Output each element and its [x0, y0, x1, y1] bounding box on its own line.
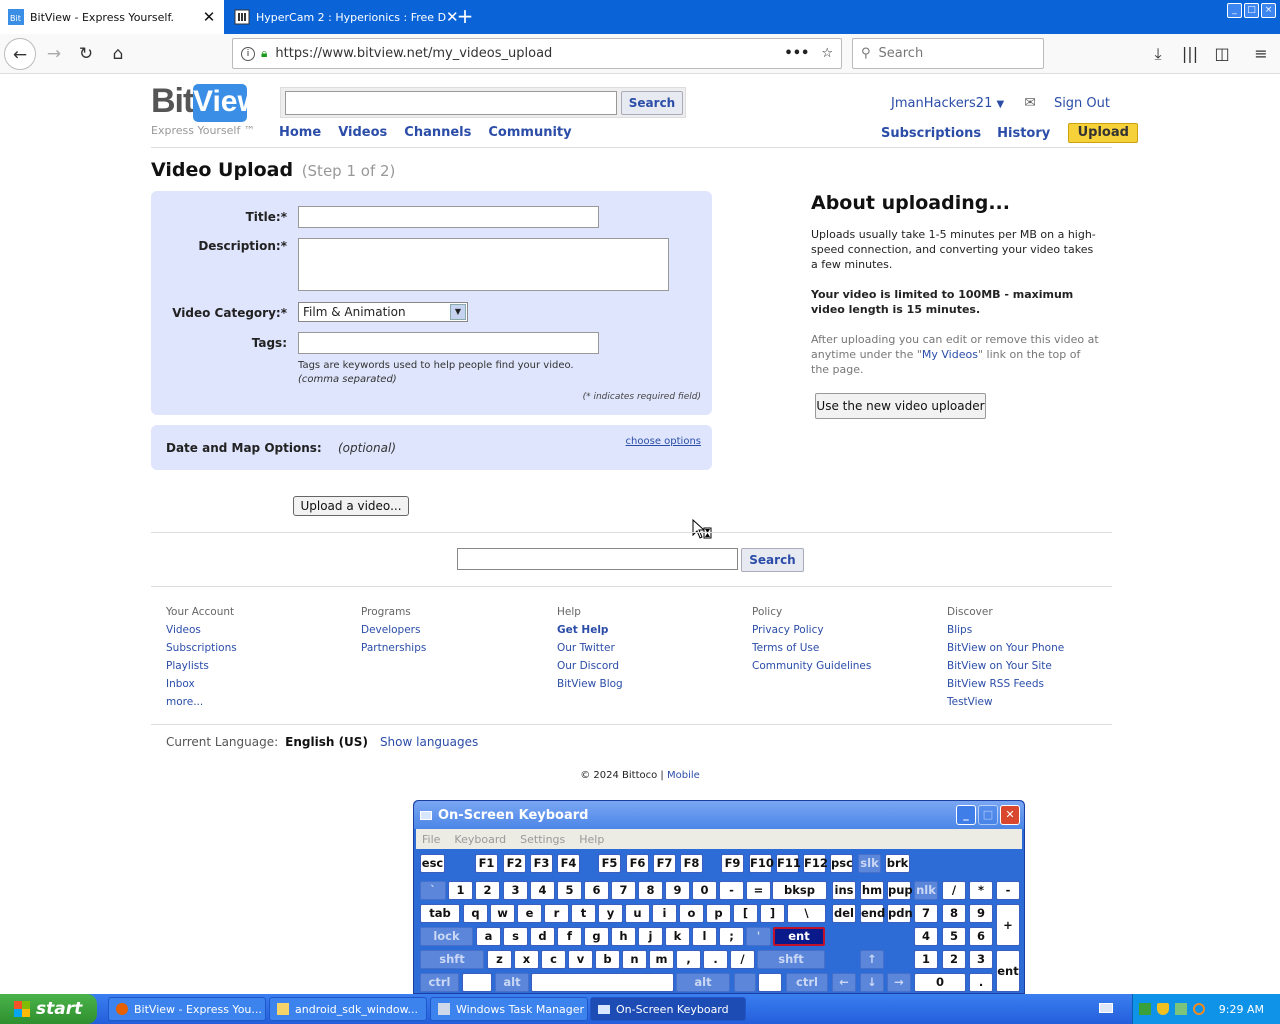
about-text-3-pre: After uploading you can edit or remove this video at anytime under the "	[811, 333, 1099, 361]
osk-key[interactable]: k	[665, 927, 690, 946]
tab-close-icon[interactable]: ✕	[202, 8, 216, 26]
footer-link[interactable]: Community Guidelines	[752, 660, 872, 672]
footer-link[interactable]: Our Twitter	[557, 642, 615, 654]
footer-link[interactable]: Privacy Policy	[752, 624, 824, 636]
on-screen-keyboard-window	[413, 800, 1025, 994]
about-text-2: Your video is limited to 100MB - maximum video length is 15 minutes.	[811, 288, 1074, 316]
title-field[interactable]	[298, 206, 599, 228]
tab-hypercam[interactable]	[226, 0, 459, 34]
hypercam-favicon-icon	[234, 9, 250, 25]
sidebar-icon[interactable]: ◫	[1214, 44, 1230, 63]
taskbar-item-task-manager[interactable]	[430, 997, 588, 1021]
osk-key[interactable]: ↑	[860, 950, 884, 969]
osk-key[interactable]: +	[996, 904, 1020, 946]
footer-link[interactable]: more...	[166, 696, 204, 708]
show-languages-link[interactable]: Show languages	[379, 735, 479, 749]
firefox-icon	[116, 1003, 128, 1015]
nav-community[interactable]: Community	[488, 125, 572, 140]
osk-key[interactable]: w	[490, 904, 515, 923]
tags-help-note: (comma separated)	[298, 374, 397, 385]
osk-key[interactable]: tab	[420, 904, 460, 923]
osk-key[interactable]	[734, 973, 756, 992]
osk-key[interactable]: j	[638, 927, 663, 946]
osk-menu-settings[interactable]: Settings	[520, 832, 566, 846]
category-value: Film & Animation	[303, 305, 406, 319]
about-text-3-post: " link on the top of the page.	[811, 348, 1081, 376]
bottom-search-button[interactable]: Search	[741, 548, 804, 572]
page-title	[151, 159, 395, 181]
site-search-button[interactable]: Search	[621, 91, 683, 115]
footer-link[interactable]: Terms of Use	[752, 642, 820, 654]
forward-icon[interactable]: →	[46, 44, 62, 64]
osk-key[interactable]: d	[530, 927, 555, 946]
footer-link[interactable]: Our Discord	[557, 660, 620, 672]
bottom-search-input[interactable]	[457, 548, 738, 570]
osk-key[interactable]: F11	[776, 854, 799, 873]
osk-key[interactable]: g	[584, 927, 609, 946]
search-placeholder: Search	[878, 46, 924, 61]
osk-key[interactable]	[758, 973, 782, 992]
site-search-input[interactable]	[285, 91, 617, 115]
osk-key[interactable]: 7	[611, 881, 636, 900]
footer-heading: Your Account	[166, 606, 235, 618]
chevron-down-icon: ▼	[996, 98, 1005, 110]
logo-view: View	[193, 84, 247, 122]
osk-key[interactable]: del	[832, 904, 856, 923]
osk-key[interactable]: ;	[719, 927, 744, 946]
page-actions-icon[interactable]: •••	[784, 46, 810, 61]
osk-key[interactable]: 0	[692, 881, 717, 900]
osk-key[interactable]: ]	[760, 904, 785, 923]
footer-col-programs	[361, 603, 426, 657]
url-bar[interactable]	[232, 38, 842, 69]
download-icon[interactable]: ⤓	[1154, 44, 1162, 63]
osk-key[interactable]: p	[706, 904, 731, 923]
language-label: Current Language:	[166, 735, 279, 749]
main-nav	[279, 125, 572, 140]
footer-link[interactable]: Inbox	[166, 678, 195, 690]
copyright	[0, 770, 1280, 781]
nav-home[interactable]: Home	[279, 125, 322, 140]
osk-key[interactable]: ←	[832, 973, 856, 992]
about-text-3	[811, 332, 1101, 377]
footer-link[interactable]: TestView	[947, 696, 993, 708]
library-icon[interactable]: |||	[1181, 44, 1199, 63]
footer-link[interactable]: Subscriptions	[166, 642, 237, 654]
osk-key[interactable]: lock	[420, 927, 473, 946]
osk-key[interactable]: shft	[757, 950, 825, 969]
date-map-options	[151, 425, 712, 470]
osk-key[interactable]: 9	[969, 904, 993, 923]
osk-key[interactable]: i	[652, 904, 677, 923]
osk-key[interactable]: 9	[665, 881, 690, 900]
osk-key[interactable]: 1	[914, 950, 938, 969]
taskbar-item-osk[interactable]	[590, 997, 746, 1021]
osk-key[interactable]: end	[860, 904, 884, 923]
folder-icon	[277, 1003, 289, 1015]
osk-key[interactable]: ins	[832, 881, 856, 900]
date-map-label: Date and Map Options:	[166, 441, 322, 455]
osk-key[interactable]: F6	[626, 854, 649, 873]
my-videos-link[interactable]: My Videos	[921, 348, 978, 361]
tab-close-icon[interactable]: ✕	[446, 8, 459, 26]
osk-menu-file[interactable]: File	[422, 832, 441, 846]
taskbar-item-bitview[interactable]	[108, 997, 266, 1021]
divider	[151, 147, 1112, 148]
osk-key[interactable]: F5	[598, 854, 621, 873]
footer-link[interactable]: BitView on Your Site	[947, 660, 1052, 672]
osk-key[interactable]: [	[733, 904, 758, 923]
osk-key[interactable]: F4	[557, 854, 580, 873]
step-indicator: (Step 1 of 2)	[301, 162, 396, 180]
footer-heading: Programs	[361, 606, 411, 618]
sign-out-link[interactable]: Sign Out	[1053, 95, 1110, 111]
menu-icon[interactable]: ≡	[1254, 44, 1268, 63]
bitview-favicon-icon	[8, 9, 24, 25]
osk-key[interactable]: z	[487, 950, 512, 969]
footer-link[interactable]: Developers	[361, 624, 421, 636]
osk-key[interactable]: b	[595, 950, 620, 969]
osk-key[interactable]: -	[996, 881, 1020, 900]
mail-icon[interactable]: ✉	[1024, 95, 1036, 111]
osk-key[interactable]: alt	[676, 973, 730, 992]
footer-link[interactable]: Playlists	[166, 660, 209, 672]
osk-key[interactable]: F10	[749, 854, 772, 873]
osk-key[interactable]: F9	[721, 854, 744, 873]
browser-tab-strip	[0, 0, 1280, 34]
task-manager-icon	[438, 1003, 450, 1015]
osk-key[interactable]: 5	[557, 881, 582, 900]
osk-key[interactable]: 8	[942, 904, 966, 923]
osk-key[interactable]: x	[514, 950, 539, 969]
osk-key[interactable]: 0	[914, 973, 966, 992]
osk-key[interactable]: /	[730, 950, 755, 969]
tags-help-text: Tags are keywords used to help people find your video.	[298, 360, 574, 371]
osk-key[interactable]: o	[679, 904, 704, 923]
footer-link[interactable]: Partnerships	[361, 642, 427, 654]
osk-key[interactable]: r	[544, 904, 569, 923]
osk-key[interactable]: /	[942, 881, 966, 900]
divider	[151, 586, 1112, 587]
taskbar-item-label: android_sdk_window...	[295, 1002, 419, 1016]
username: JmanHackers21	[891, 95, 993, 111]
osk-key[interactable]: nlk	[914, 881, 938, 900]
category-select[interactable]	[298, 302, 468, 322]
nav-channels[interactable]: Channels	[404, 125, 472, 140]
history-link[interactable]: History	[997, 125, 1051, 141]
osk-key[interactable]: pup	[887, 881, 911, 900]
osk-minimize-icon[interactable]: _	[956, 805, 976, 825]
browser-nav-bar	[0, 34, 1280, 74]
osk-close-icon[interactable]: ✕	[1000, 805, 1020, 825]
taskbar-item-label: On-Screen Keyboard	[616, 1002, 729, 1016]
taskbar-item-label: Windows Task Manager	[456, 1002, 585, 1016]
nav-videos[interactable]: Videos	[338, 125, 388, 140]
tags-field[interactable]	[298, 332, 599, 354]
username-link[interactable]	[891, 96, 1004, 111]
taskbar	[0, 994, 1280, 1024]
osk-keys	[414, 849, 1024, 994]
copyright-text: © 2024 Bittoco |	[580, 770, 664, 781]
lock-icon[interactable]: 🔒︎	[261, 46, 268, 60]
tab-title: BitView - Express Yourself.	[30, 10, 175, 24]
keyboard-icon	[420, 811, 432, 820]
footer-link[interactable]: Blips	[947, 624, 973, 636]
footer-heading: Discover	[947, 606, 993, 618]
tags-help	[298, 359, 574, 387]
osk-key[interactable]: .	[969, 973, 993, 992]
osk-key[interactable]: 8	[638, 881, 663, 900]
osk-key[interactable]: brk	[885, 854, 910, 873]
osk-key[interactable]: hm	[860, 881, 884, 900]
site-search	[280, 87, 686, 118]
optional-label: (optional)	[338, 441, 396, 455]
osk-key[interactable]: psc	[830, 854, 853, 873]
osk-key[interactable]: →	[887, 973, 911, 992]
osk-key[interactable]: f	[557, 927, 582, 946]
osk-key[interactable]: h	[611, 927, 636, 946]
language-row	[166, 735, 478, 749]
start-label: start	[36, 999, 83, 1019]
osk-key[interactable]: *	[969, 881, 993, 900]
footer-col-help	[557, 603, 623, 693]
osk-key[interactable]: pdn	[887, 904, 911, 923]
logo-tagline: Express Yourself ™	[151, 124, 255, 137]
osk-key[interactable]: q	[463, 904, 488, 923]
osk-key[interactable]: v	[568, 950, 593, 969]
tab-bitview[interactable]	[0, 0, 224, 34]
osk-key[interactable]: F8	[680, 854, 703, 873]
home-icon[interactable]: ⌂	[112, 44, 124, 64]
osk-key[interactable]: 7	[914, 904, 938, 923]
info-icon[interactable]: i	[241, 47, 255, 61]
keyboard-icon	[598, 1005, 610, 1014]
about-heading: About uploading...	[811, 192, 1010, 214]
network-icon[interactable]	[1175, 1003, 1187, 1015]
bookmark-star-icon[interactable]: ☆	[821, 46, 833, 61]
osk-menu-help[interactable]: Help	[579, 832, 605, 846]
reload-icon[interactable]: ↻	[78, 44, 94, 64]
shield-icon[interactable]	[1157, 1003, 1169, 1015]
osk-key[interactable]: 4	[530, 881, 555, 900]
search-icon: ⚲	[861, 46, 871, 61]
osk-key[interactable]: ctrl	[420, 973, 459, 992]
osk-key[interactable]: .	[703, 950, 728, 969]
osk-key[interactable]: 6	[969, 927, 993, 946]
new-uploader-button[interactable]: Use the new video uploader	[815, 393, 986, 419]
footer-link[interactable]: Videos	[166, 624, 201, 636]
osk-key[interactable]: F3	[530, 854, 553, 873]
osk-key[interactable]: shft	[420, 950, 484, 969]
subscriptions-link[interactable]: Subscriptions	[881, 125, 982, 141]
footer-heading: Policy	[752, 606, 783, 618]
footer-link[interactable]: BitView Blog	[557, 678, 623, 690]
osk-key[interactable]: bksp	[772, 881, 827, 900]
osk-key[interactable]: \	[787, 904, 826, 923]
footer-col-account	[166, 603, 237, 711]
osk-key[interactable]: 5	[942, 927, 966, 946]
osk-key[interactable]: c	[541, 950, 566, 969]
upload-video-button[interactable]: Upload a video...	[293, 496, 409, 516]
logo-bit: Bit	[151, 82, 194, 120]
osk-key[interactable]: 6	[584, 881, 609, 900]
osk-key[interactable]: 3	[969, 950, 993, 969]
osk-key[interactable]: m	[649, 950, 674, 969]
osk-key[interactable]: F2	[503, 854, 526, 873]
new-tab-icon[interactable]: +	[456, 4, 474, 28]
osk-key[interactable]: t	[571, 904, 596, 923]
osk-key[interactable]: slk	[858, 854, 881, 873]
busy-cursor-icon	[692, 519, 712, 541]
tab-title: HyperCam 2 : Hyperionics : Free D	[256, 10, 447, 24]
browser-search-field[interactable]	[852, 38, 1044, 69]
osk-key[interactable]: F7	[653, 854, 676, 873]
osk-key[interactable]: alt	[495, 973, 529, 992]
bitview-logo[interactable]	[151, 82, 261, 140]
window-controls	[1227, 3, 1276, 18]
osk-key[interactable]: u	[625, 904, 650, 923]
osk-key[interactable]: esc	[420, 854, 445, 873]
mobile-link[interactable]: Mobile	[666, 770, 700, 781]
osk-menu-keyboard[interactable]: Keyboard	[454, 832, 507, 846]
osk-key[interactable]: y	[598, 904, 623, 923]
osk-key[interactable]	[531, 973, 674, 992]
system-tray	[1132, 994, 1280, 1024]
osk-key[interactable]	[462, 973, 492, 992]
clock[interactable]: 9:29 AM	[1218, 1002, 1264, 1016]
choose-options-link[interactable]: choose options	[625, 436, 701, 447]
osk-key[interactable]: 2	[942, 950, 966, 969]
footer-link[interactable]: BitView on Your Phone	[947, 642, 1065, 654]
osk-key[interactable]: -	[719, 881, 744, 900]
osk-key[interactable]: '	[746, 927, 771, 946]
current-language: English (US)	[285, 735, 368, 749]
start-button[interactable]	[0, 994, 97, 1024]
green-tray-icon[interactable]	[1139, 1003, 1151, 1015]
osk-key[interactable]: 4	[914, 927, 938, 946]
description-field[interactable]	[298, 238, 669, 291]
osk-key[interactable]: 3	[503, 881, 528, 900]
osk-key[interactable]: ↓	[860, 973, 884, 992]
category-label: Video Category:*	[172, 306, 287, 320]
osk-maximize-icon[interactable]: □	[978, 805, 998, 825]
footer-col-discover	[947, 603, 1064, 711]
description-label: Description:*	[198, 239, 287, 253]
about-uploading	[811, 192, 1101, 392]
osk-menubar	[416, 829, 1022, 849]
svg-text:Bit: Bit	[10, 14, 21, 23]
osk-key[interactable]: =	[746, 881, 771, 900]
osk-key[interactable]: ctrl	[786, 973, 828, 992]
tags-label: Tags:	[251, 336, 287, 350]
close-window-icon[interactable]: ×	[1261, 3, 1276, 18]
upload-button[interactable]: Upload	[1068, 123, 1138, 143]
osk-key[interactable]: ,	[676, 950, 701, 969]
osk-key[interactable]: 2	[475, 881, 500, 900]
osk-key[interactable]: a	[476, 927, 501, 946]
osk-key[interactable]: e	[517, 904, 542, 923]
page-title-text: Video Upload	[151, 159, 294, 181]
taskbar-item-label: BitView - Express You...	[134, 1002, 262, 1016]
footer-col-policy	[752, 603, 871, 675]
divider	[151, 724, 1112, 725]
title-label: Title:*	[245, 210, 287, 224]
minimize-icon[interactable]: _	[1227, 3, 1242, 18]
osk-title: On-Screen Keyboard	[438, 807, 589, 823]
osk-key[interactable]: s	[503, 927, 528, 946]
osk-key[interactable]: `	[420, 881, 446, 900]
back-icon[interactable]: ←	[4, 38, 36, 70]
osk-key[interactable]: ent	[773, 927, 825, 946]
user-nav	[891, 95, 1110, 111]
osk-key[interactable]: F1	[475, 854, 498, 873]
osk-key[interactable]: n	[622, 950, 647, 969]
osk-key[interactable]: 1	[448, 881, 473, 900]
about-text-1: Uploads usually take 1-5 minutes per MB on a high-speed connection, and converting your video takes a few minutes.	[811, 228, 1096, 271]
windows-logo-icon	[14, 1001, 30, 1017]
osk-key[interactable]: l	[692, 927, 717, 946]
required-note: (* indicates required field)	[582, 392, 701, 402]
chevron-down-icon[interactable]: ▼	[450, 304, 466, 320]
taskbar-item-folder[interactable]	[269, 997, 427, 1021]
divider	[151, 532, 1112, 533]
footer-heading: Help	[557, 606, 581, 618]
keyboard-tray-icon[interactable]	[1099, 1003, 1113, 1013]
upload-form	[151, 191, 712, 415]
footer-link[interactable]: Get Help	[557, 624, 609, 636]
osk-titlebar[interactable]	[414, 801, 1024, 829]
footer-link[interactable]: BitView RSS Feeds	[947, 678, 1044, 690]
osk-key[interactable]: F12	[803, 854, 826, 873]
url-text[interactable]: https://www.bitview.net/my_videos_upload	[275, 46, 553, 61]
search-tray-icon[interactable]	[1193, 1003, 1205, 1015]
restore-icon[interactable]: □	[1244, 3, 1259, 18]
osk-key[interactable]: ent	[996, 950, 1020, 992]
right-nav	[881, 123, 1138, 143]
